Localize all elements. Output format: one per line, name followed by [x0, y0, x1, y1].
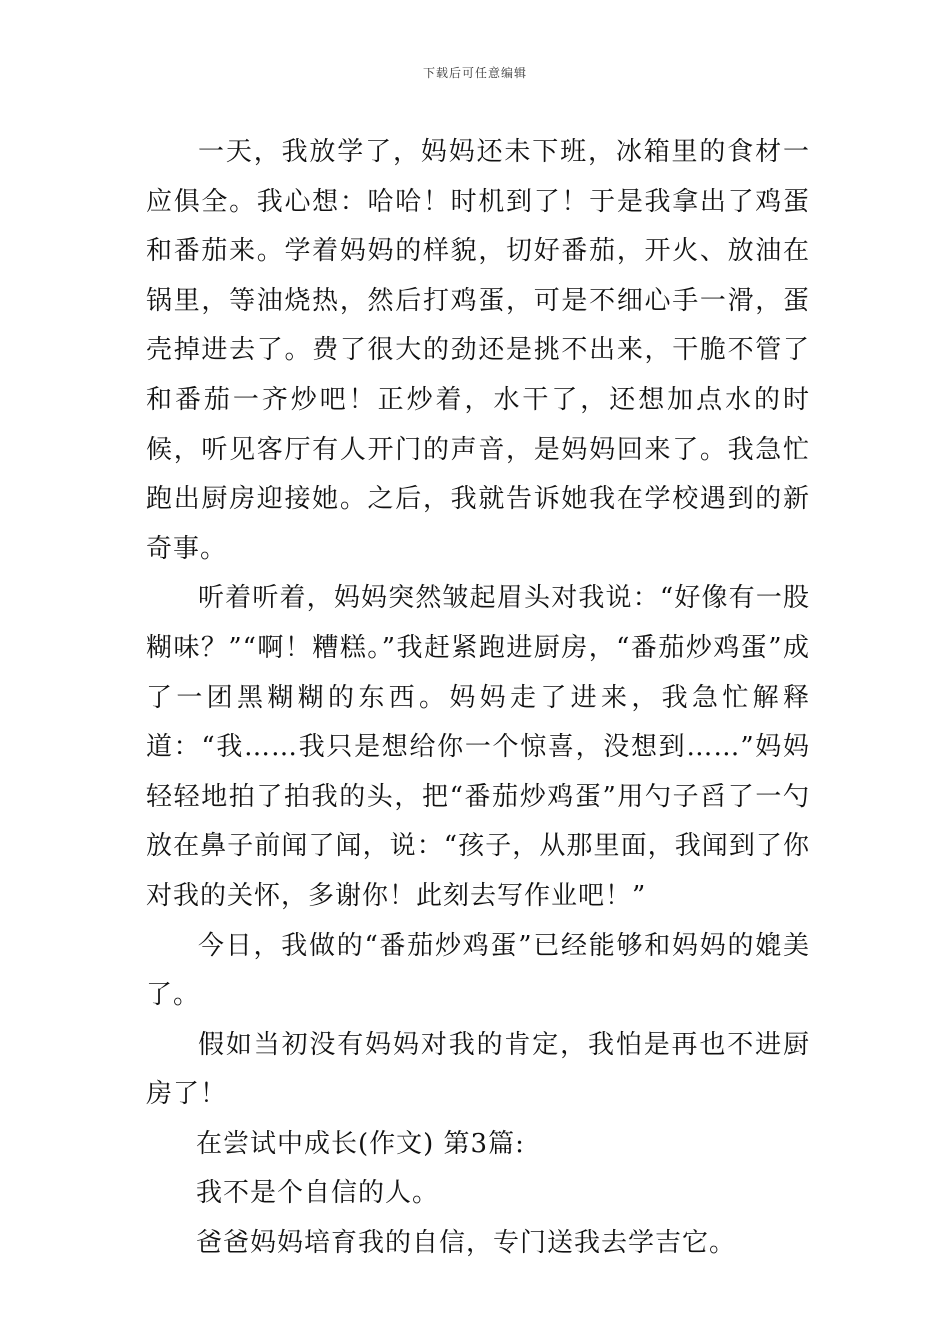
paragraph-burnt-smell: 听着听着，妈妈突然皱起眉头对我说：“好像有一股糊味？”“啊！糟糕。”我赶紧跑进厨房，“番茄炒鸡蛋”成了一团黑糊糊的东西。妈妈走了进来，我急忙解释道：“我……我只是想给你一个惊喜，没想到……”妈妈轻轻地拍了拍我的头，把“番茄炒鸡蛋”用勺子舀了一勺放在鼻子前闻了闻，说：“孩子，从那里面，我闻到了你对我的关怀，多谢你！此刻去写作业吧！” — [146, 583, 810, 911]
paragraph-cooking-story: 一天，我放学了，妈妈还未下班，冰箱里的食材一应俱全。我心想：哈哈！时机到了！于是我拿出了鸡蛋和番茄来。学着妈妈的样貌，切好番茄，开火、放油在锅里，等油烧热，然后打鸡蛋，可是不细心手一滑，蛋壳掉进去了。费了很大的劲还是挑不出来，干脆不管了和番茄一齐炒吧！正炒着，水干了，还想加点水的时候，听见客厅有人开门的声音，是妈妈回来了。我急忙跑出厨房迎接她。之后，我就告诉她我在学校遇到的新奇事。 — [146, 137, 810, 564]
paragraph-today: 今日，我做的“番茄炒鸡蛋”已经能够和妈妈的媲美了。 — [146, 930, 810, 1011]
paragraph-reflection: 假如当初没有妈妈对我的肯定，我怕是再也不进厨房了！ — [146, 1029, 810, 1110]
section-line-1: 我不是个自信的人。 — [196, 1178, 440, 1209]
document-body — [146, 128, 810, 1269]
section-line-2: 爸爸妈妈培育我的自信，专门送我去学吉它。 — [196, 1228, 737, 1259]
section-title: 在尝试中成长(作文) 第3篇: — [196, 1128, 525, 1159]
page-header: 下载后可任意编辑 — [422, 66, 527, 80]
